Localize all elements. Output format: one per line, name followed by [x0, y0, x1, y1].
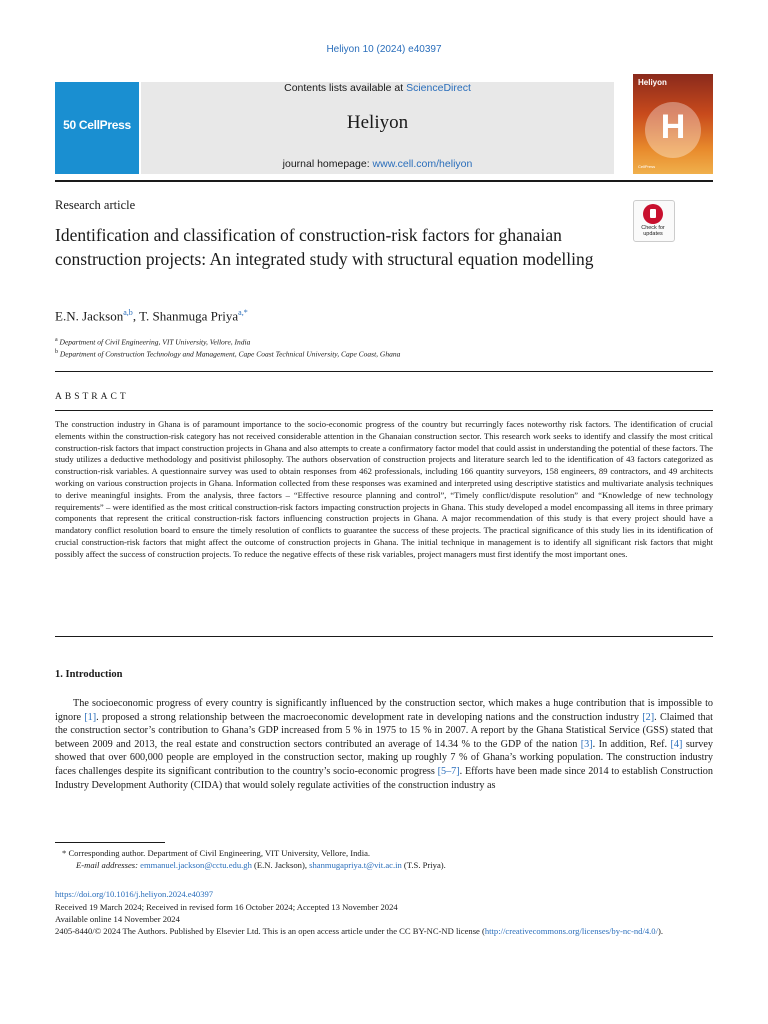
abstract-heading: ABSTRACT: [55, 392, 129, 402]
intro-text-run: . Efforts have been made since 2014 to establish Construction Industry Development Authority (CIDA) that would solely regulate activities of the construction industry as: [55, 765, 713, 791]
citation-link[interactable]: [4]: [670, 738, 683, 750]
header-divider: [55, 180, 713, 182]
corresponding-author-note: [62, 848, 370, 858]
bookmark-ribbon-inner-icon: [650, 209, 656, 218]
affiliation-key: b: [55, 349, 58, 355]
intro-text-run: . Claimed that the construction sector’s contribution to Ghana’s GDP increased from 5 % in 1975 to 15 % in 2007. A report by the Ghana Statistical Service (GSS) stated that between 2009 and 2013, the real estate and construction sectors contributed an average of 14.34 % to the GDP of the nation: [55, 711, 713, 750]
article-type: Research article: [55, 198, 136, 212]
journal-reference[interactable]: Heliyon 10 (2024) e40397: [326, 44, 442, 55]
cellpress-logo-text: 50 CellPress: [63, 118, 131, 132]
author-separator: ,: [132, 308, 140, 324]
received-dates: Received 19 March 2024; Received in revised form 16 October 2024; Accepted 13 November 2024: [55, 902, 398, 912]
journal-homepage-link[interactable]: www.cell.com/heliyon: [372, 158, 473, 170]
footnote-divider: [55, 842, 165, 843]
cover-footer: CellPress: [638, 164, 656, 169]
email-link[interactable]: shanmugapriya.t@vit.ac.in: [309, 860, 402, 870]
intro-text-run: . proposed a strong relationship between the macroeconomic development rate in developing nations and the construction industry: [96, 711, 643, 723]
introduction-paragraph: [55, 697, 713, 792]
affiliation-key: a: [55, 337, 58, 343]
sciencedirect-link[interactable]: ScienceDirect: [406, 82, 471, 94]
abstract-top-divider: [55, 371, 713, 372]
email-owner: (E.N. Jackson),: [251, 860, 310, 870]
intro-text-run: . In addition, Ref.: [592, 738, 671, 750]
citation-link[interactable]: [5–7]: [437, 765, 460, 777]
author-affiliation-marker[interactable]: a,b: [123, 308, 133, 317]
author-list: [55, 308, 248, 324]
email-link[interactable]: emmanuel.jackson@cctu.edu.gh: [140, 860, 252, 870]
author-name: T. Shanmuga Priya: [139, 308, 239, 324]
abstract-bottom-divider: [55, 636, 713, 637]
article-title: Identification and classification of construction-risk factors for ghanaian construction projects: An integrated study with structural equation modelling: [55, 225, 594, 269]
cover-h-letter: H: [660, 108, 686, 146]
license-text: ).: [657, 926, 663, 936]
section-heading-introduction: 1. Introduction: [55, 669, 123, 680]
contents-prefix: Contents lists available at: [284, 82, 407, 94]
affiliation-text: Department of Construction Technology and Management, Cape Coast Technical University, Cape Coast, Ghana: [58, 349, 401, 359]
available-online-date: Available online 14 November 2024: [55, 914, 180, 924]
abstract-body: The construction industry in Ghana is of paramount importance to the socio-economic progress of the country but recurringly faces noteworthy risk factors. The identification of crucial elements within the construction-risk category has not received considerable attention in the Ghanaian construction sector. This research work seeks to identify and classify the most critical construction-risk factors that impact construction projects in Ghana and also attempts to create a confirmatory factor model that could assist in understanding the potential of these factors. The study utilizes a deductive methodology and positivist philosophy. The authors observation of construction projects and literature search led to the identification of 43 factors categorized as construction-risk variables. A questionnaire survey was used to obtain responses from 462 professionals, including 166 quantity surveyors, 158 engineers, 89 contractors, and 49 architects working on various construction projects in Ghana. Information collected from these responses was examined and interpreted using descriptive statistics and multivariate analysis techniques to derive meaningful insights. From the analysis, three factors – “Effective resource planning and control”, “Timely conflict/dispute resolution” and “Knowledge of new technology requirements” – were identified as the most critical construction-risk factors impacting construction projects in Ghana. This study developed a model encompassing all items in three primary components that represent the critical construction-risk factors influencing construction projects in Ghana. A major recommendation of this study is that every project should have a mandatory conflict resolution board to ensure the timely resolution of conflicts to guarantee the success of these projects. The practical significance of this study lies in its identification of crucial construction-risk factors that might affect the outcome of construction projects in Ghana. The initial technique in management is to identify all significant risk factors that might possibly affect the success of construction projects. To reduce the negative effects of these risk variables, project managers must first identify the most important ones.: [55, 419, 713, 559]
email-addresses-note: [76, 860, 446, 870]
email-label: E-mail addresses:: [76, 860, 141, 870]
affiliation-b: [55, 349, 400, 359]
intro-text-run: The socioeconomic progress of every country is significantly influenced by the construction sector, which makes a huge contribution that is impossible to ignore: [55, 698, 713, 723]
intro-text-run: survey showed that over 600,000 people are employed in the construction sector, making up roughly 7 % of Ghana’s working population. The construction industry faces challenges despite its significant contribution to the country’s socio-economic progress: [55, 738, 713, 777]
author-name: E.N. Jackson: [55, 308, 124, 324]
citation-link[interactable]: [2]: [642, 711, 655, 723]
license-statement: [55, 926, 713, 938]
corresponding-author-text: Corresponding author. Department of Civil Engineering, VIT University, Vellore, India.: [68, 848, 371, 858]
affiliation-a: [55, 337, 250, 347]
citation-link[interactable]: [1]: [84, 711, 97, 723]
citation-link[interactable]: [3]: [580, 738, 593, 750]
doi-link[interactable]: https://doi.org/10.1016/j.heliyon.2024.e40397: [55, 889, 214, 899]
author-affiliation-marker[interactable]: a,*: [238, 308, 248, 317]
license-link[interactable]: http://creativecommons.org/licenses/by-nc-nd/4.0/: [484, 926, 658, 936]
affiliation-text: Department of Civil Engineering, VIT University, Vellore, India: [57, 337, 251, 347]
footnote-star: *: [62, 848, 69, 858]
license-text: 2405-8440/© 2024 The Authors. Published by Elsevier Ltd. This is an open access article under the CC BY-NC-ND license (: [55, 926, 485, 936]
journal-homepage-line: [141, 158, 614, 170]
abstract-heading-divider: [55, 410, 713, 411]
cover-title: Heliyon: [638, 78, 667, 87]
journal-name: Heliyon: [346, 112, 409, 133]
homepage-prefix: journal homepage:: [282, 158, 373, 170]
contents-line: [141, 82, 614, 94]
check-for-updates-label: Check for updates: [641, 225, 665, 237]
email-owner: (T.S. Priya).: [401, 860, 446, 870]
